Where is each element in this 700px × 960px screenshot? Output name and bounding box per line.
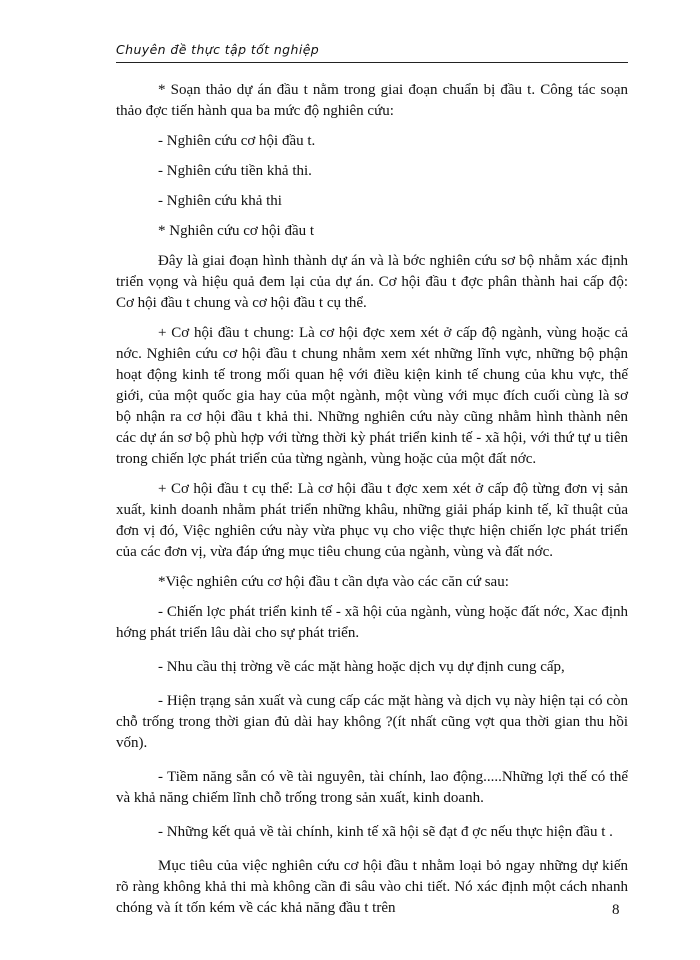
page-header xyxy=(116,42,628,63)
paragraph: * Soạn thảo dự án đầu t nằm trong giai đoạn chuẩn bị đầu t. Công tác soạn thảo đợc tiến hành qua ba mức độ nghiên cứu: xyxy=(116,82,628,119)
list-item: - Những kết quả về tài chính, kinh tế xã hội sẽ đạt đ ợc nếu thực hiện đầu t . xyxy=(158,824,613,840)
paragraph: + Cơ hội đầu t chung: Là cơ hội đợc xem xét ở cấp độ ngành, vùng hoặc cả nớc. Nghiên cứu cơ hội đầu t chung nhằm xem xét những lĩnh vực, những bộ phận hoạt động kinh tế trong mối quan hệ với điều kiện kinh tế chung của khu vực, thế giới, của một quốc gia hay của một ngành, một vùng với mục đích cuối cùng là sơ bộ nhận ra cơ hội đầu t khả thi. Những nghiên cứu này cũng nhằm hình thành nên các dự án sơ bộ phù hợp với từng thời kỳ phát triển kinh tế - xã hội, với thứ tự u tiên trong chiến lợc phát triển của từng ngành, vùng hoặc của một đất nớc. xyxy=(116,325,628,467)
paragraph: Đây là giai đoạn hình thành dự án và là bớc nghiên cứu sơ bộ nhằm xác định triển vọng và hiệu quả đem lại của dự án. Cơ hội đầu t đợc phân thành hai cấp độ: Cơ hội đầu t chung và cơ hội đầu t cụ thể. xyxy=(116,253,628,311)
list-item: - Nghiên cứu cơ hội đầu t. xyxy=(158,133,316,149)
list-item: - Nhu cầu thị trờng về các mặt hàng hoặc dịch vụ dự định cung cấp, xyxy=(158,659,565,675)
paragraph: *Việc nghiên cứu cơ hội đầu t cần dựa vào các căn cứ sau: xyxy=(158,574,509,590)
list-item: - Tiềm năng sẵn có về tài nguyên, tài chính, lao động.....Những lợi thế có thể và khả năng chiếm lĩnh chỗ trống trong sản xuất, kinh doanh. xyxy=(116,769,628,806)
list-item: - Nghiên cứu tiền khả thi. xyxy=(158,163,312,179)
header-title: Chuyên đề thực tập tốt nghiệp xyxy=(116,42,320,57)
section-heading: * Nghiên cứu cơ hội đầu t xyxy=(158,223,315,239)
list-item: - Chiến lợc phát triển kinh tế - xã hội của ngành, vùng hoặc đất nớc, Xac định hớng phát triển lâu dài cho sự phát triển. xyxy=(116,604,628,641)
list-item: - Hiện trạng sản xuất và cung cấp các mặt hàng và dịch vụ này hiện tại có còn chỗ trống trong thời gian đủ dài hay không ?(ít nhất cũng vợt qua thời gian thu hồi vốn). xyxy=(116,693,628,751)
paragraph: + Cơ hội đầu t cụ thể: Là cơ hội đầu t đợc xem xét ở cấp độ từng đơn vị sản xuất, kinh doanh nhằm phát triển những khâu, những giải pháp kinh tế, kĩ thuật của đơn vị đó, Việc nghiên cứu này vừa phục vụ cho việc thực hiện chiến lợc phát triển của các đơn vị, vừa đáp ứng mục tiêu chung của ngành, vùng và đất nớc. xyxy=(116,481,628,560)
list-item: - Nghiên cứu khả thi xyxy=(158,193,282,209)
paragraph: Mục tiêu của việc nghiên cứu cơ hội đầu t nhằm loại bỏ ngay những dự kiến rõ ràng không khả thi mà không cần đi sâu vào chi tiết. Nó xác định một cách nhanh chóng và ít tốn kém về các khả năng đầu t trên xyxy=(116,858,628,916)
document-body xyxy=(116,80,628,919)
page-number: 8 xyxy=(612,902,620,918)
